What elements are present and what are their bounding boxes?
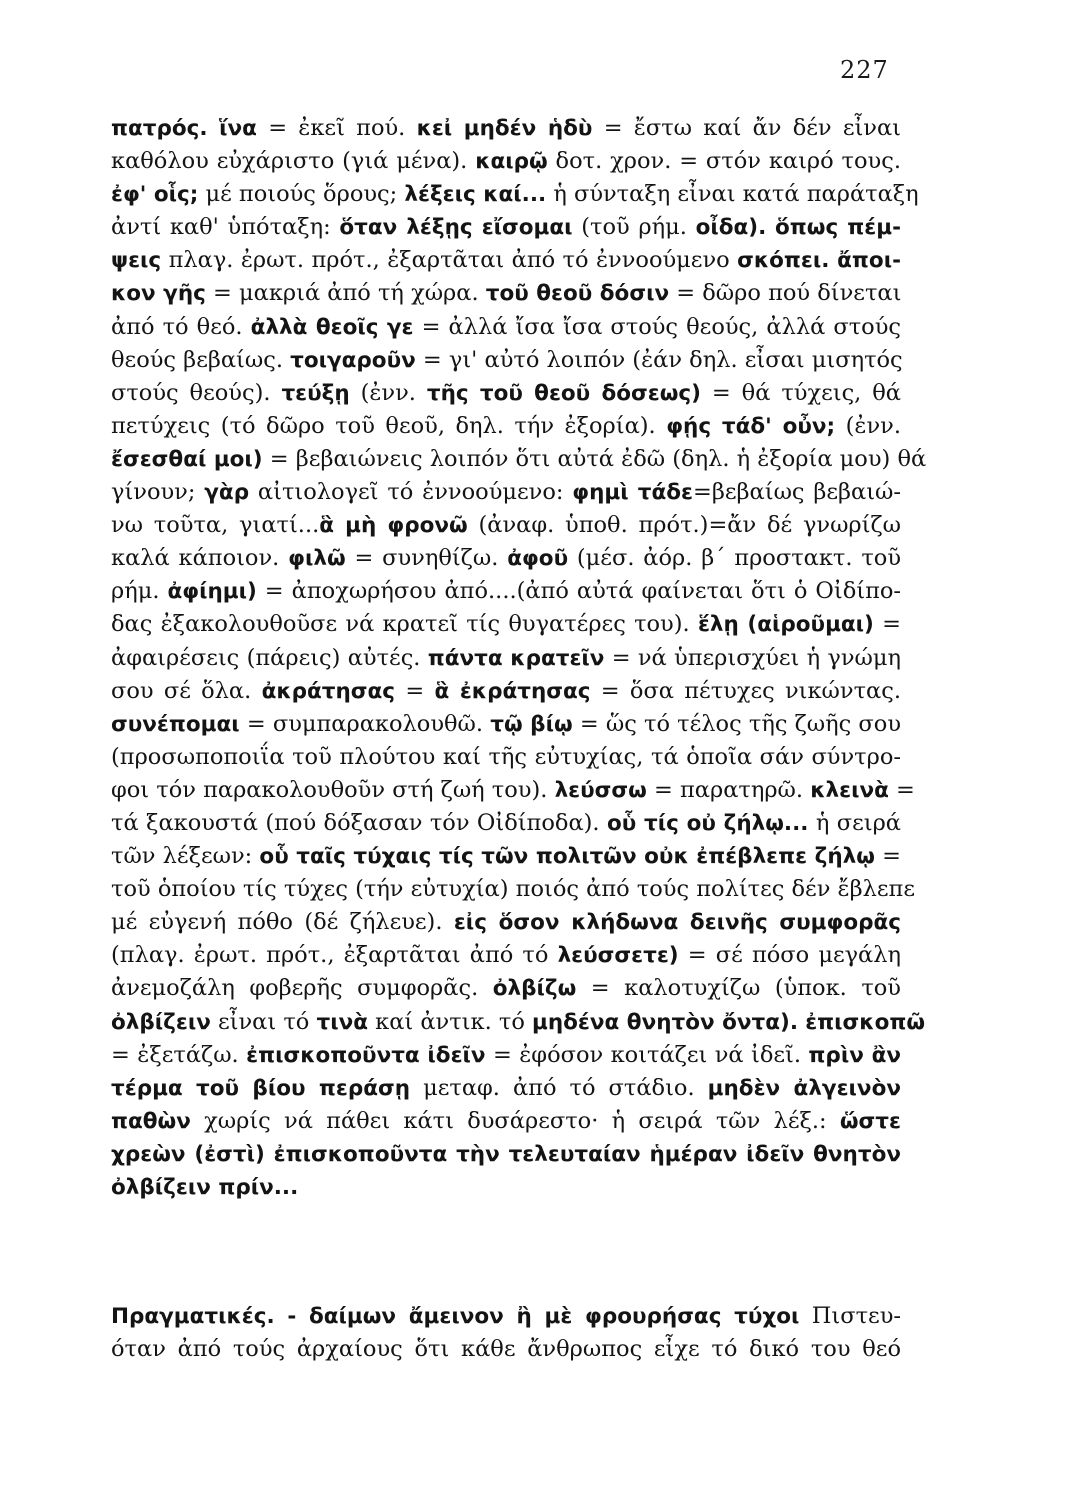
bold-lemma: τεύξῃ [281,380,350,406]
bold-lemma: ἔσεσθαί μοι) [111,446,263,472]
text-line [111,774,915,807]
text-line [111,509,901,542]
gloss-text: = μακριά ἀπό τή χώρα. [205,280,486,307]
commentary-text [111,112,927,1204]
gloss-text: = βεβαιώνεις λοιπόν ὅτι αὐτά ἐδῶ (δηλ. ἡ ἐξορία μου) θά [262,445,927,472]
bold-lemma: σκόπει. ἄποι- [737,248,901,274]
bold-lemma: λεύσσετε) [557,943,679,969]
gloss-text: δοτ. χρον. = στόν καιρό τους. [547,148,901,175]
text-line [111,344,901,377]
text-line [111,1333,901,1366]
bold-lemma: καιρῷ [475,149,548,175]
gloss-text [766,214,775,240]
gloss-text: = συνηθίζω. [345,545,508,572]
bold-lemma: παθὼν [111,1108,191,1134]
gloss-text: (προσωποποιΐα τοῦ πλούτου καί τῆς εὐτυχίας, τά ὁποῖα σάν σύντρο- [111,743,901,770]
gloss-text: = [888,776,915,803]
gloss-text: τοῦ ὁποίου τίς τύχες (τήν εὐτυχία) ποιός ἀπό τούς πολίτες δέν ἔβλεπε [111,876,915,903]
text-line [111,244,901,277]
text-line [111,410,901,443]
gloss-text: θεούς βεβαίως. [111,346,291,373]
gloss-text: = ἐκεῖ πού. [256,115,417,141]
text-line [111,1300,901,1333]
bold-lemma: πρὶν ἂν [808,1042,901,1068]
bold-lemma: γὰρ [204,480,250,506]
bold-lemma: ἀλλὰ θεοῖς γε [250,314,414,340]
gloss-text: = ὅσα πέτυχες νικώντας. [590,677,901,704]
bold-lemma: φημὶ τάδε [572,480,694,506]
gloss-text: (πλαγ. ἐρωτ. πρότ., ἐξαρτᾶται ἀπό τό [111,942,558,969]
bold-lemma: ἐφ' οἷς; [111,182,199,208]
gloss-text: ἀφαιρέσεις (πάρεις) αὐτές. [111,644,428,671]
gloss-text: τά ξακουστά (πού δόξασαν τόν Οἰδίποδα). [111,809,607,836]
gloss-text: στούς θεούς). [111,379,282,406]
gloss-text: = παρατηρῶ. [646,776,811,803]
gloss-text: (τοῦ ρήμ. [572,214,696,241]
gloss-text: = καλοτυχίζω (ὑποκ. τοῦ [576,975,901,1002]
text-line [111,542,901,575]
text-line [111,178,919,211]
gloss-text: δας ἐξακολουθοῦσε νά κρατεῖ τίς θυγατέρες του). [111,611,698,638]
bold-lemma: συνέπομαι [111,711,240,737]
gloss-text: Πιστευ- [799,1303,901,1329]
bold-lemma: οὗ τίς οὐ ζήλῳ... [606,810,809,836]
bold-lemma: ὀλβίζειν πρίν... [111,1175,299,1200]
text-line [111,906,901,939]
bold-lemma: λεύσσω [554,777,647,803]
bold-lemma: ὅταν λέξῃς εἴσομαι [339,215,573,241]
bold-lemma: ψεις [111,248,162,274]
gloss-text: = ὥς τό τέλος τῆς ζωῆς σου [572,710,901,737]
text-line [111,1006,926,1039]
bold-lemma: οἶδα). [695,215,767,241]
bold-lemma: εἰς ὅσον κλήδωνα δεινῆς συμφορᾶς [453,910,901,936]
bold-lemma: τοιγαροῦν [290,347,416,373]
bold-lemma: κλεινὰ [810,777,889,803]
bold-lemma: φῄς τάδ' οὖν; [666,413,836,439]
gloss-text: ρήμ. [111,578,168,605]
text-line [111,807,901,840]
gloss-text: εἶναι τό [210,1008,317,1035]
text-line [111,972,901,1005]
bold-lemma: Πραγματικές. - δαίμων ἄμεινον ἢ μὲ φρουρήσας τύχοι [111,1304,800,1329]
gloss-text: (ἀναφ. ὑποθ. πρότ.)=ἄν δέ γνωρίζω [467,512,902,539]
gloss-text: ἡ σειρά [808,809,901,836]
text-line [111,741,901,774]
gloss-text: = ἔστω καί ἄν δέν εἶναι [592,115,901,141]
gloss-text: όταν ἀπό τούς ἀρχαίους ὅτι κάθε ἄνθρωπος εἶχε τό δικό του θεό [111,1336,901,1363]
page-number: 227 [840,56,889,84]
gloss-text: σου σέ ὅλα. [111,677,262,704]
gloss-text: καθόλου εὐχάριστο (γιά μένα). [111,148,476,175]
bold-lemma: τοῦ θεοῦ δόσιν [485,281,670,307]
text-line [111,642,901,675]
gloss-text: καλά κάποιον. [111,545,289,572]
text-line [111,575,901,608]
gloss-text: =βεβαίως βεβαιώ- [693,479,901,506]
text-line [111,675,901,708]
text-line [111,145,901,178]
bold-lemma: ὀλβίζω [492,976,577,1002]
text-line [111,1072,901,1105]
bold-lemma: πατρός. ἵνα [111,116,257,141]
gloss-text: ἡ σύνταξη εἶναι κατά παράταξη [546,181,919,208]
gloss-text: = θά τύχεις, θά [700,379,901,406]
bold-lemma: ἐπισκοποῦντα ἰδεῖν [246,1042,486,1068]
bold-lemma: λέξεις καί... [404,182,547,208]
gloss-text: = δῶρο πού δίνεται [669,280,902,307]
gloss-text: πετύχεις (τό δῶρο τοῦ θεοῦ, δηλ. τήν ἐξορία). [111,412,667,439]
text-line [111,476,901,509]
gloss-text: = ἐξετάζω. [111,1041,247,1068]
gloss-text: μέ ποιούς ὅρους; [198,181,405,208]
bold-lemma: ἀφίημι) [167,579,257,605]
text-line [111,840,901,873]
gloss-text: (ἐνν. [349,379,427,406]
gloss-text: = ἐφόσον κοιτάζει νά ἰδεῖ. [485,1041,809,1068]
text-line [111,1039,901,1072]
gloss-text: = συμπαρακολουθῶ. [239,710,491,737]
gloss-text: μεταφ. ἀπό τό στάδιο. [410,1074,708,1101]
practical-notes-text [111,1300,901,1366]
bold-lemma: ὥστε [839,1108,901,1134]
gloss-text: = νά ὑπερισχύει ἡ γνώμη [604,644,901,671]
gloss-text: = σέ πόσο μεγάλη [678,942,901,969]
bold-lemma: ὀλβίζειν [111,1009,211,1035]
gloss-text: (μέσ. ἀόρ. β΄ προστακτ. τοῦ [568,545,902,572]
bold-lemma: ἃ μὴ φρονῶ [319,513,468,539]
gloss-text: γίνουν; [111,479,205,506]
bold-lemma: κον γῆς [111,281,206,307]
bold-lemma: χρεὼν (ἐστὶ) ἐπισκοποῦντα τὴν τελευταίαν ἡμέραν ἰδεῖν θνητὸν [111,1141,901,1167]
text-line [111,873,915,906]
text-line [111,311,901,344]
gloss-text: (ἐνν. [835,412,902,439]
gloss-text: φοι τόν παρακολουθοῦν στή ζωή του). [111,776,555,803]
bold-lemma: ἀκράτησας [261,678,396,704]
bold-lemma: ὅπως πέμ- [775,215,901,241]
bold-lemma: ἐπισκοπῶ [805,1009,926,1035]
text-line [111,608,901,641]
gloss-text: πλαγ. ἐρωτ. πρότ., ἐξαρτᾶται ἀπό τό ἐννοούμενο [161,247,738,274]
text-line [111,377,901,410]
text-line [111,211,901,244]
bold-lemma: τῷ βίῳ [490,711,573,737]
bold-lemma: ἀφοῦ [507,546,569,572]
text-line [111,112,901,145]
gloss-text: ἀνεμοζάλη φοβερῆς συμφορᾶς. [111,975,493,1002]
text-line [111,277,901,310]
gloss-text: = ἀλλά ἴσα ἴσα στούς θεούς, ἀλλά στούς [413,313,901,340]
gloss-text: μέ εὐγενή πόθο (δέ ζήλευε). [111,909,454,936]
bold-lemma: τέρμα τοῦ βίου περάσῃ [111,1075,411,1101]
gloss-text: καί ἀντικ. τό [367,1008,533,1035]
gloss-text: νω τοῦτα, γιατί... [111,512,320,539]
gloss-text: ἀντί καθ' ὑπόταξη: [111,214,340,241]
gloss-text: χωρίς νά πάθει κάτι δυσάρεστο· ἡ σειρά τῶν λέξ.: [190,1107,840,1134]
text-line [111,443,927,476]
gloss-text: = [873,611,901,638]
bold-lemma: τῆς τοῦ θεοῦ δόσεως) [426,380,701,406]
text-line [111,1138,901,1171]
gloss-text: αἰτιολογεῖ τό ἐννοούμενο: [249,479,573,506]
bold-lemma: φιλῶ [288,546,346,572]
text-line [111,1105,901,1138]
gloss-text: = [874,843,901,870]
bold-lemma: οὗ ταῖς τύχαις τίς τῶν πολιτῶν οὐκ ἐπέβλεπε ζήλῳ [259,844,875,870]
text-line [111,1171,901,1204]
text-line [111,708,901,741]
bold-lemma: ἕλῃ (αἱροῦμαι) [697,612,874,638]
bold-lemma: κεἰ μηδέν ἡδὺ [416,116,593,141]
gloss-text: = γι' αὐτό λοιπόν (ἐάν δηλ. εἶσαι μισητός [415,346,903,373]
bold-lemma: πάντα κρατεῖν [427,645,605,671]
gloss-text: ἀπό τό θεό. [111,313,251,340]
bold-lemma: ἃ ἐκράτησας [434,678,591,704]
gloss-text: τῶν λέξεων: [111,843,260,870]
gloss-text: = [395,677,435,704]
gloss-text: = ἀποχωρήσου ἀπό....(ἀπό αὐτά φαίνεται ὅτι ὁ Οἰδίπο- [256,578,901,605]
bold-lemma: μηδένα θνητὸν ὄντα). [532,1009,799,1035]
bold-lemma: τινὰ [316,1009,368,1035]
text-line [111,939,901,972]
bold-lemma: μηδὲν ἀλγεινὸν [707,1075,901,1101]
